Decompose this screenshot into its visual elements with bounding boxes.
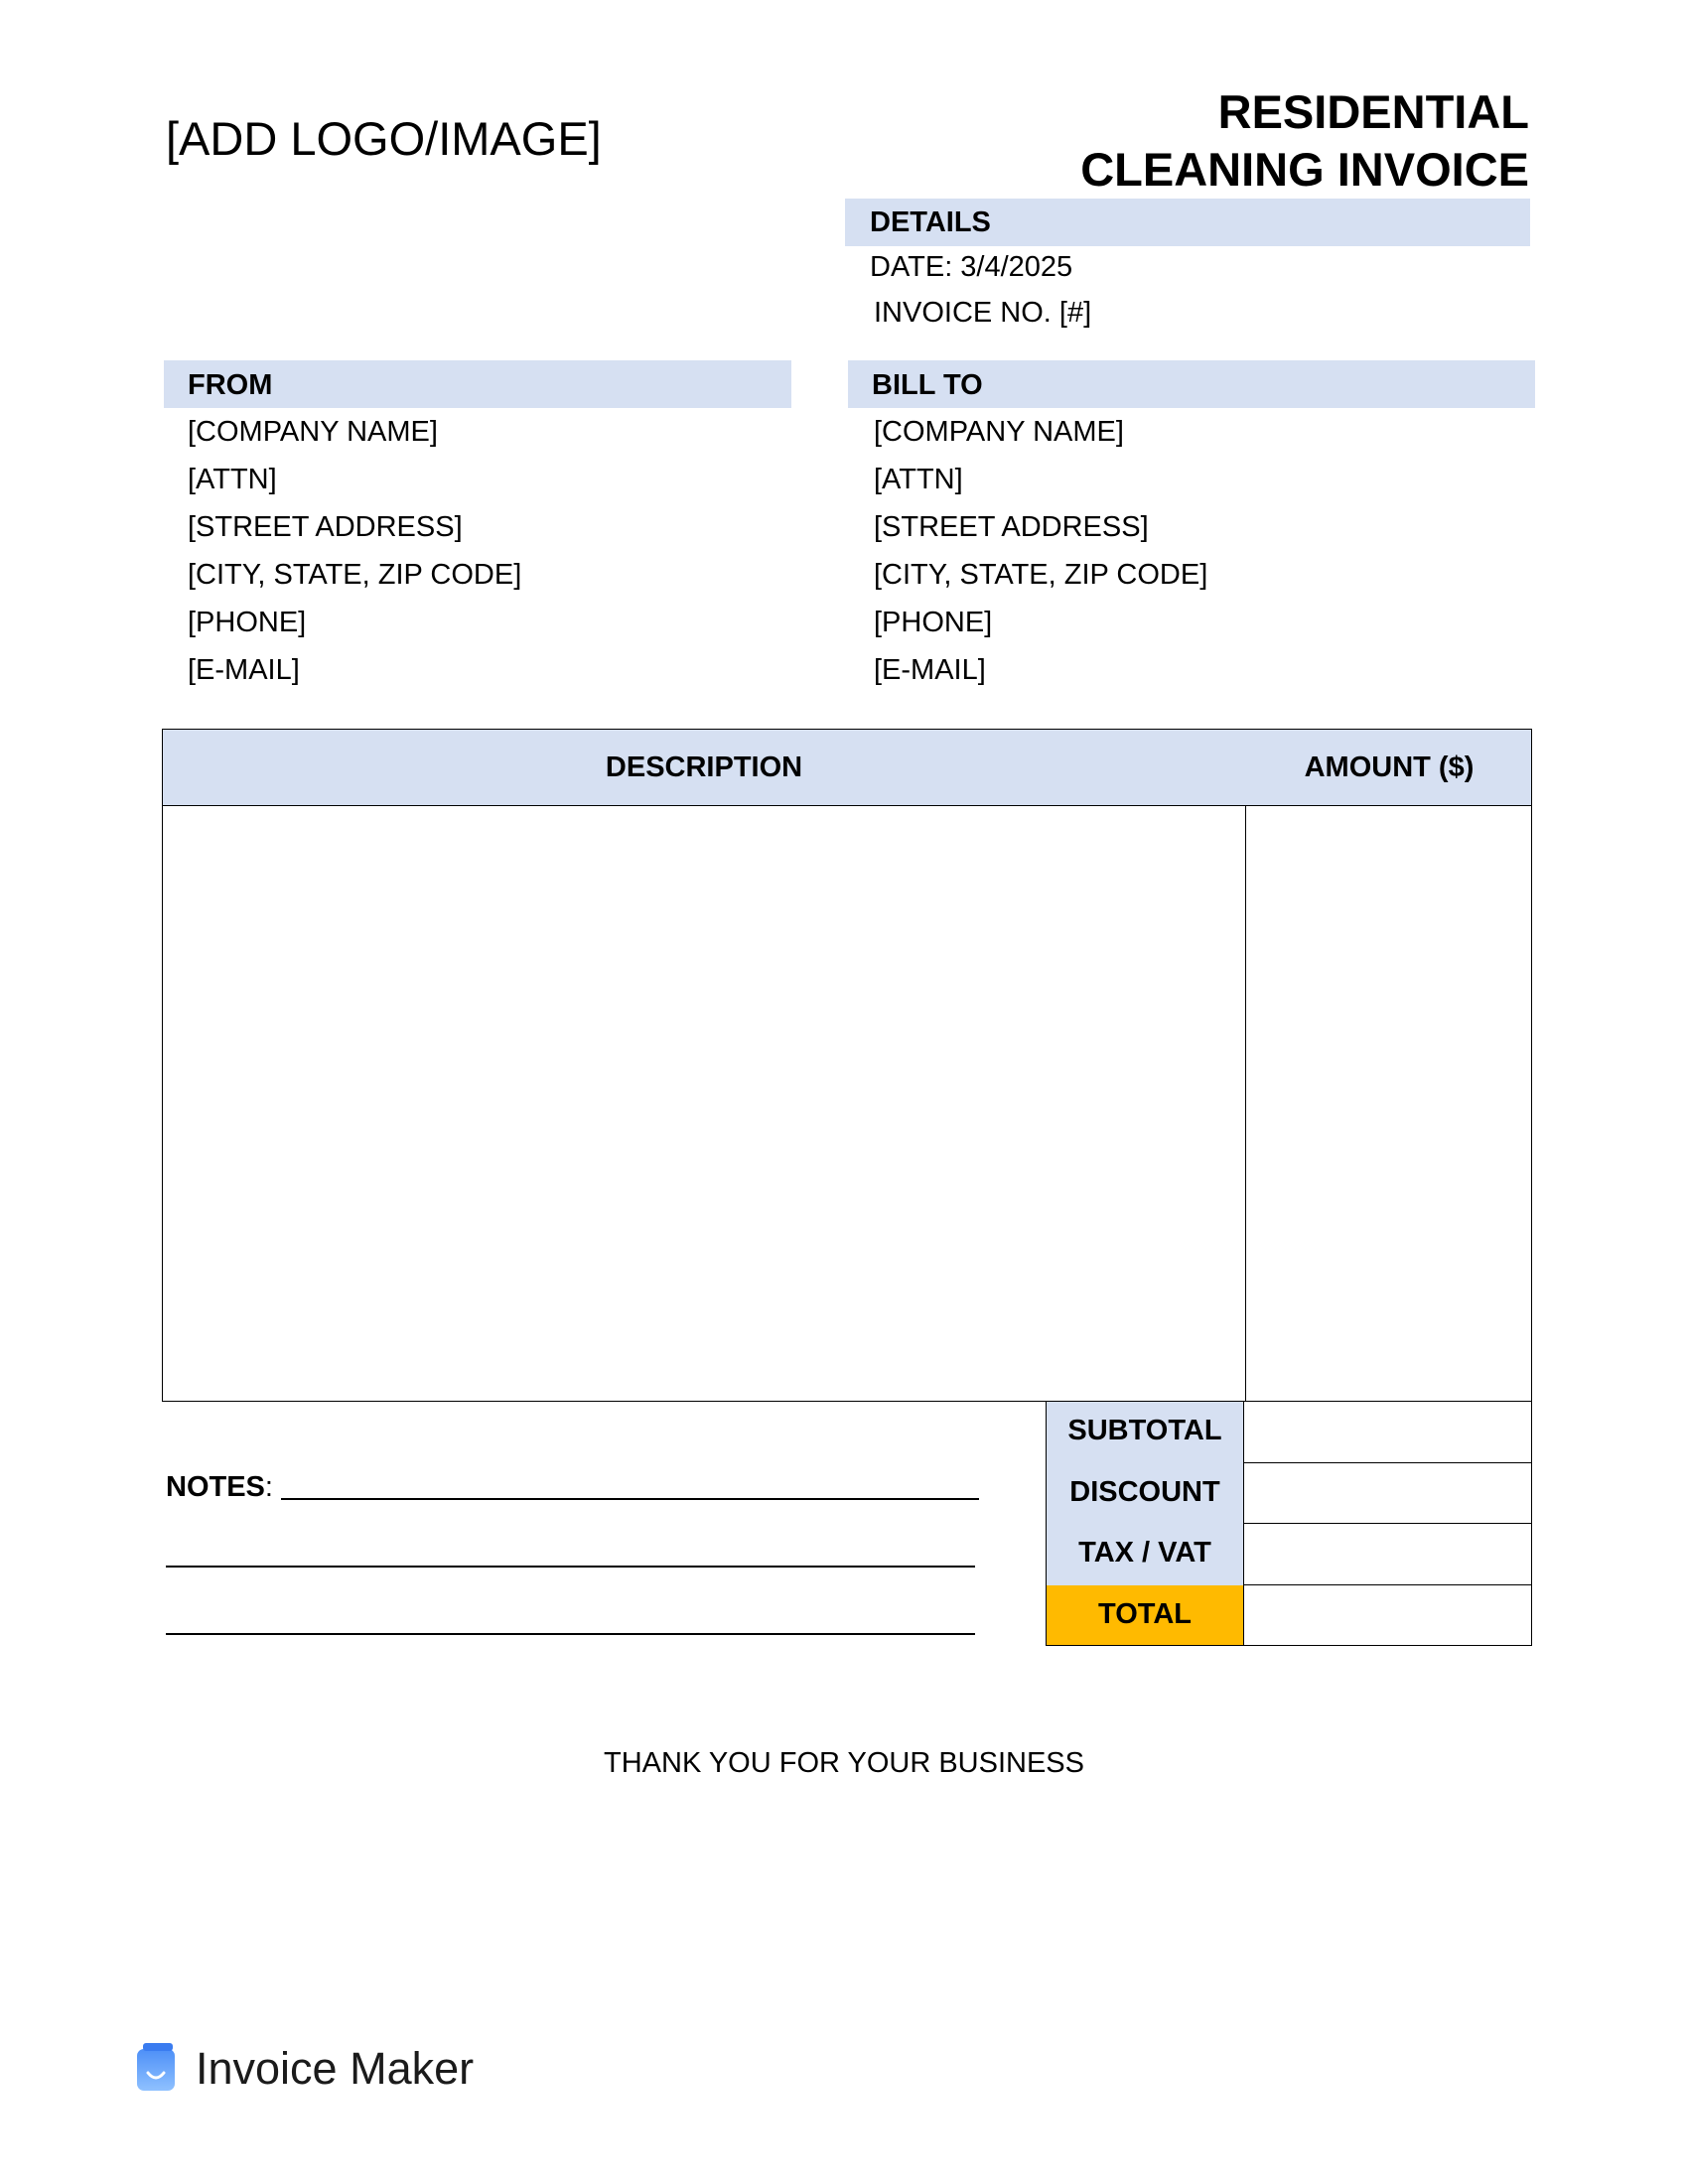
bill-to-attn[interactable]: [ATTN]	[874, 464, 963, 495]
bill-to-heading	[848, 360, 1535, 408]
column-divider	[1245, 806, 1246, 1401]
bill-to-address-block	[874, 408, 1207, 694]
brand-name[interactable]: Invoice Maker	[196, 2043, 475, 2094]
discount-value[interactable]	[1244, 1463, 1532, 1524]
total-row	[1046, 1585, 1532, 1646]
from-heading	[164, 360, 791, 408]
details-heading	[845, 199, 1530, 246]
line-items-table	[162, 729, 1532, 1402]
line-items-header	[163, 730, 1531, 806]
document-title	[1080, 83, 1529, 199]
from-email[interactable]: [E-MAIL]	[188, 654, 300, 686]
tax-label: TAX / VAT	[1046, 1524, 1244, 1585]
amount-column-header: AMOUNT ($)	[1304, 751, 1475, 783]
bill-to-phone[interactable]: [PHONE]	[874, 607, 993, 638]
from-attn[interactable]: [ATTN]	[188, 464, 277, 495]
subtotal-row	[1046, 1402, 1532, 1463]
description-column-header: DESCRIPTION	[605, 751, 803, 783]
title-line-1: RESIDENTIAL	[1217, 85, 1529, 138]
bill-to-city-state-zip[interactable]: [CITY, STATE, ZIP CODE]	[874, 559, 1208, 591]
tax-value[interactable]	[1244, 1524, 1532, 1585]
title-line-2: CLEANING INVOICE	[1080, 143, 1529, 196]
notes-label: NOTES:	[166, 1471, 273, 1503]
invoice-maker-logo-icon	[135, 2043, 177, 2093]
notes-line-2[interactable]	[166, 1566, 975, 1568]
total-label: TOTAL	[1046, 1585, 1244, 1646]
from-heading-label: FROM	[188, 369, 273, 401]
notes-line-1[interactable]	[281, 1498, 979, 1500]
discount-row	[1046, 1463, 1532, 1524]
subtotal-label: SUBTOTAL	[1046, 1402, 1244, 1463]
tax-row	[1046, 1524, 1532, 1585]
from-city-state-zip[interactable]: [CITY, STATE, ZIP CODE]	[188, 559, 522, 591]
bill-to-heading-label: BILL TO	[872, 369, 983, 401]
from-company-name[interactable]: [COMPANY NAME]	[188, 416, 438, 448]
notes-line-3[interactable]	[166, 1633, 975, 1635]
bill-to-street-address[interactable]: [STREET ADDRESS]	[874, 511, 1149, 543]
from-address-block	[188, 408, 521, 694]
amount-cell[interactable]	[1246, 806, 1531, 1401]
from-phone[interactable]: [PHONE]	[188, 607, 307, 638]
details-heading-label: DETAILS	[870, 206, 991, 238]
from-street-address[interactable]: [STREET ADDRESS]	[188, 511, 463, 543]
totals-block	[1046, 1402, 1532, 1648]
bill-to-company-name[interactable]: [COMPANY NAME]	[874, 416, 1124, 448]
total-value[interactable]	[1244, 1585, 1532, 1646]
invoice-number[interactable]: INVOICE NO. [#]	[874, 297, 1092, 329]
subtotal-value[interactable]	[1244, 1402, 1532, 1463]
thank-you-message: THANK YOU FOR YOUR BUSINESS	[604, 1747, 1084, 1779]
invoice-date[interactable]: DATE: 3/4/2025	[870, 251, 1073, 283]
logo-placeholder[interactable]: [ADD LOGO/IMAGE]	[166, 112, 602, 165]
bill-to-email[interactable]: [E-MAIL]	[874, 654, 986, 686]
description-cell[interactable]	[163, 806, 1245, 1401]
discount-label: DISCOUNT	[1046, 1463, 1244, 1524]
